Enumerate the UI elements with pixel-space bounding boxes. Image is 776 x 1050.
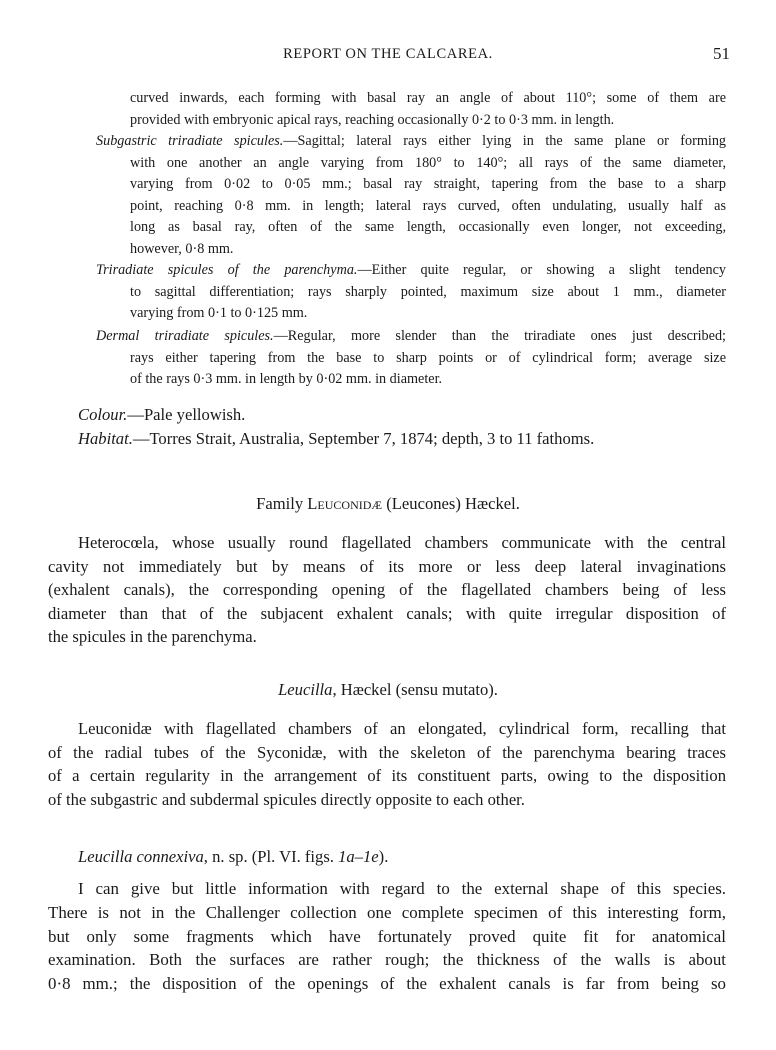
genus-heading: Leucilla, Hæckel (sensu mutato). bbox=[278, 680, 498, 699]
colour-label: Colour. bbox=[78, 405, 128, 424]
colour-line: Colour.—Pale yellowish. bbox=[78, 405, 246, 424]
species-name: Leucilla connexiva bbox=[78, 847, 204, 866]
apical-continuation: curved inwards, each forming with basal ray an angle of about 110°; some of them are provided with embryonic apical rays, reaching occasionally 0·2 to 0·3 mm. in length. bbox=[130, 90, 726, 128]
subgastric-spicules-paragraph: Subgastric triradiate spicules.—Sagittal; lateral rays either lying in the same plane or forming bbox=[96, 133, 727, 149]
habitat-line: Habitat.—Torres Strait, Australia, September 7, 1874; depth, 3 to 11 fathoms. bbox=[78, 429, 595, 448]
parenchyma-spicules-continuation: to sagittal differentiation; rays sharply pointed, maximum size about 1 mm., diameter varying from 0·1 to 0·125 mm. bbox=[130, 283, 726, 321]
parenchyma-title: Triradiate spicules of the parenchyma. bbox=[96, 262, 358, 278]
family-name: Leuconidæ bbox=[307, 494, 383, 513]
genus-description: Leuconidæ with flagellated chambers of an elongated, cylindrical form, recalling that of the radial tubes of the Syconidæ, with the skeleton of the parenchyma bearing traces of a certain regularity in the arrangement of its constituent parts, owing to the disposition of the subgastric and subdermal spicules directly opposite to each other. bbox=[48, 719, 726, 809]
dermal-title: Dermal triradiate spicules. bbox=[96, 328, 274, 344]
family-description: Heterocœla, whose usually round flagellated chambers communicate with the central cavity not immediately but by means of its more or less deep lateral invaginations (exhalent canals), the corresponding opening of the flagellated chambers being of less diameter than that of the subjacent exhalent canals; with quite irregular disposition of the spicules in the parenchyma. bbox=[48, 533, 726, 646]
subgastric-title: Subgastric triradiate spicules. bbox=[96, 133, 284, 149]
running-head: REPORT ON THE CALCAREA. bbox=[283, 46, 493, 62]
species-heading: Leucilla connexiva, n. sp. (Pl. VI. figs. 1a–1e). bbox=[78, 847, 389, 866]
subgastric-spicules-continuation: with one another an angle varying from 180° to 140°; all rays of the same diameter, varying from 0·02 to 0·05 mm.; basal ray straight, tapering from the base to a sharp point, reaching 0·8 mm. in length; lateral rays curved, often undulating, usually half as long as basal ray, often of the same length, occasionally even longer, not exceeding, however, 0·8 mm. bbox=[130, 154, 726, 257]
page-number: 51 bbox=[713, 44, 730, 63]
species-figs: 1a–1e bbox=[338, 847, 379, 866]
habitat-label: Habitat. bbox=[78, 429, 133, 448]
dermal-spicules-continuation: rays either tapering from the base to sharp points or of cylindrical form; average size of the rays 0·3 mm. in length by 0·02 mm. in diameter. bbox=[130, 349, 726, 387]
species-description: I can give but little information with regard to the external shape of this species. There is not in the Challenger collection one complete specimen of this interesting form, but only some fragments which have fortunately proved quite fit for anatomical examination. Both the surfaces are rather rough; the thickness of the walls is about 0·8 mm.; the disposition of the openings of the exhalent canals is far from being so bbox=[48, 879, 726, 994]
genus-name: Leucilla bbox=[278, 680, 333, 699]
dermal-spicules-paragraph: Dermal triradiate spicules.—Regular, more slender than the triradiate ones just described; bbox=[96, 328, 726, 344]
family-heading: Family Leuconidæ (Leucones) Hæckel. bbox=[256, 494, 520, 513]
parenchyma-spicules-paragraph: Triradiate spicules of the parenchyma.—Either quite regular, or showing a slight tendency bbox=[96, 262, 726, 278]
page-header bbox=[0, 44, 776, 66]
